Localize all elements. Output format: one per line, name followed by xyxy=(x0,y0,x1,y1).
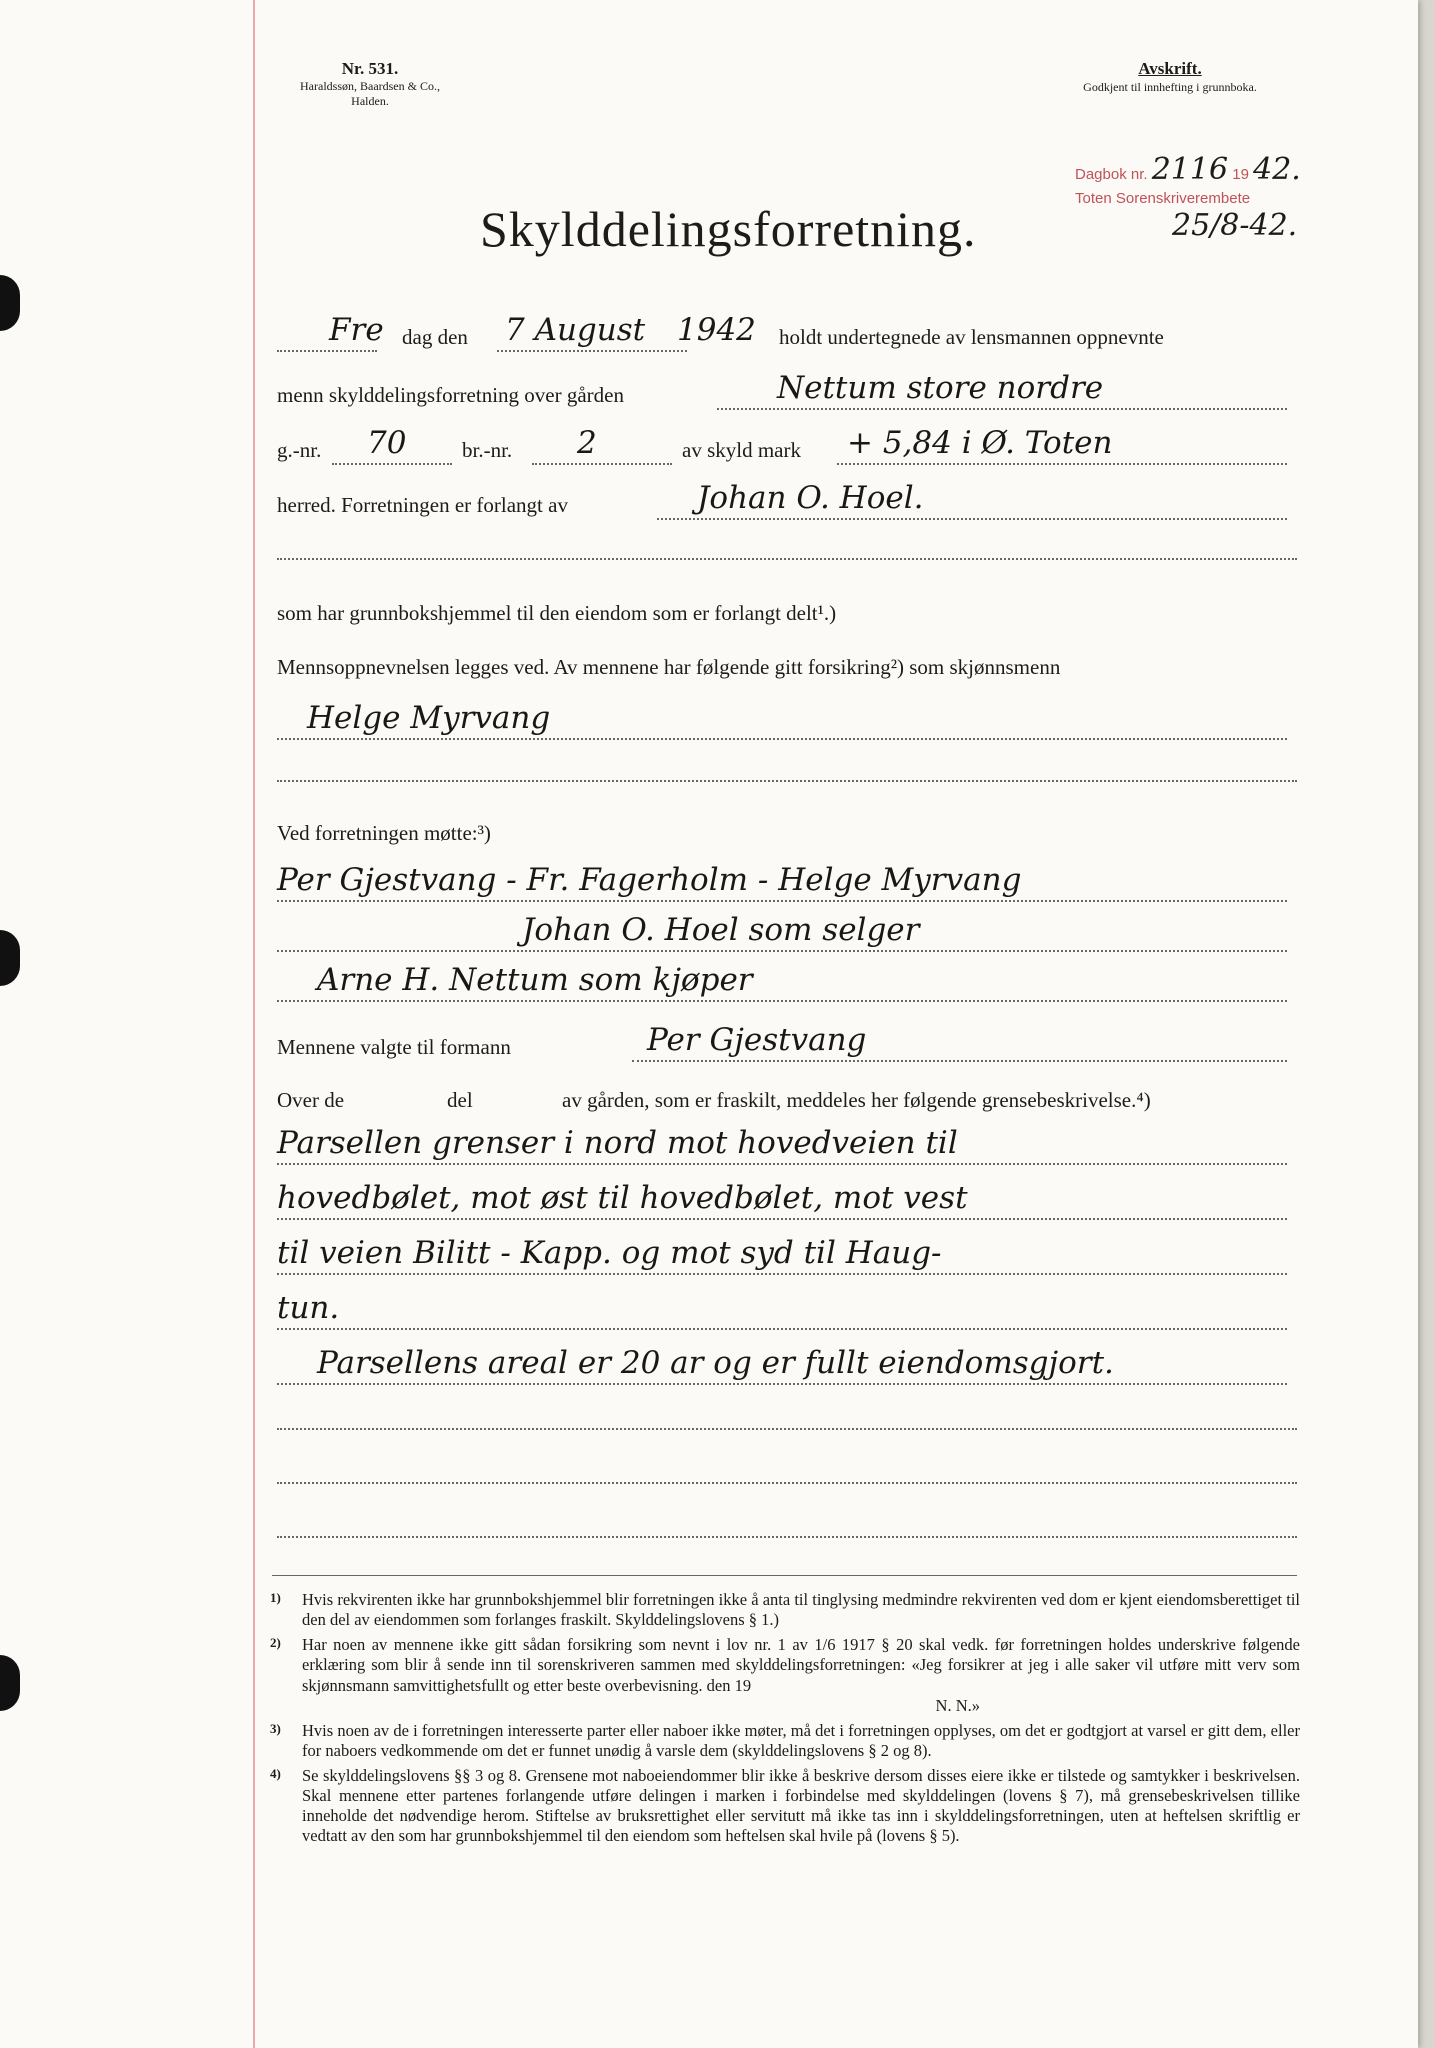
attendees-header xyxy=(277,808,1297,850)
printer-city: Halden. xyxy=(351,94,389,109)
requester-line xyxy=(277,480,1297,522)
printer-name: Haraldssøn, Baardsen & Co., xyxy=(300,79,440,94)
attendee-row xyxy=(277,962,1297,1004)
assurer-name: Helge Myrvang xyxy=(307,700,551,736)
copy-label: Avskrift. xyxy=(1138,59,1202,78)
bnr-label: br.-nr. xyxy=(462,438,513,462)
footnote-signature: N. N.» xyxy=(935,1695,980,1715)
boundary-over: Over de xyxy=(277,1088,345,1112)
margin-line xyxy=(253,0,255,2048)
property-line xyxy=(277,425,1297,467)
footnote-number: 1) xyxy=(270,1590,281,1605)
year-value: 1942 xyxy=(677,312,756,348)
boundary-header xyxy=(277,1075,1297,1117)
chair-label: Mennene valgte til formann xyxy=(277,1035,511,1059)
page-title: Skylddelingsforretning. xyxy=(480,201,977,257)
blank-line xyxy=(277,780,1297,782)
form-number: Nr. 531. xyxy=(341,59,399,78)
footnote-text: Hvis rekvirenten ikke har grunnbokshjemmel blir forretningen ikke å anta til tinglysing medmindre rekvirenten ved dom er kjent eiendomsberettiget til den del av eiendommen som forlanges fraskilt. Skylddelingslovens § 1.) xyxy=(302,1590,1300,1630)
footnote-text: Se skylddelingslovens §§ 3 og 8. Grensene mot naboeiendommer blir ikke å beskrive dersom disses eiere ikke er tilstede og samtykker i beskrivelsen. Skal mennene etter partenes forlangende utføre delingen i marken i forbindelse med skylddelingen (lovens § 7), må grensebeskrivelsen tillike inneholde det nødvendige herom. Stiftelse av bruksrettighet eller servitutt må ikke tas inn i skylddelingsforretningen, uten at heftelsen skriftlig er vedtatt av den som har grunnbokshjemmel til den eiendom som heftelsen skal hvile på (lovens § 5). xyxy=(302,1766,1300,1846)
date-line xyxy=(277,312,1297,354)
assurance-line xyxy=(277,642,1297,684)
requester-name: Johan O. Hoel. xyxy=(697,480,924,516)
footnote-number: 2) xyxy=(270,1635,281,1651)
farm-label: menn skylddelingsforretning over gården xyxy=(277,383,624,407)
farm-name: Nettum store nordre xyxy=(777,370,1104,406)
gnr-label: g.-nr. xyxy=(277,438,322,462)
footnote-divider xyxy=(272,1575,1297,1576)
boundary-row xyxy=(277,1235,1297,1277)
footnote xyxy=(270,1590,1300,1630)
attendees-label: Ved forretningen møtte:³) xyxy=(277,821,491,845)
boundary-row xyxy=(277,1180,1297,1222)
title-deed-line xyxy=(277,588,1297,630)
stamp-year-prefix: 19 xyxy=(1232,166,1249,183)
printer-info xyxy=(270,58,470,109)
footnote-number: 3) xyxy=(270,1720,281,1736)
boundary-label: av gården, som er fraskilt, meddeles her følgende grensebeskrivelse.⁴) xyxy=(562,1088,1151,1112)
skyld-value: + 5,84 i Ø. Toten xyxy=(847,425,1113,461)
title-deed-text: som har grunnbokshjemmel til den eiendom som er forlangt delt¹.) xyxy=(277,601,837,625)
boundary-line-1: Parsellen grenser i nord mot hovedveien til xyxy=(277,1125,958,1161)
requester-label: herred. Forretningen er forlangt av xyxy=(277,493,568,517)
boundary-row xyxy=(277,1345,1297,1387)
blank-line xyxy=(277,558,1297,560)
farm-line xyxy=(277,370,1297,412)
attendee-row xyxy=(277,912,1297,954)
stamp-number: 2116 xyxy=(1151,152,1229,187)
footnote xyxy=(270,1766,1300,1847)
boundary-line-5: Parsellens areal er 20 ar og er fullt eiendomsgjort. xyxy=(317,1345,1114,1381)
boundary-line-3: til veien Bilitt - Kapp. og mot syd til Haug- xyxy=(277,1235,942,1271)
date-value: 7 August xyxy=(505,312,646,348)
gnr-value: 70 xyxy=(367,425,407,461)
attendee-line-2: Johan O. Hoel som selger xyxy=(522,912,920,948)
chair-name: Per Gjestvang xyxy=(647,1022,867,1058)
skyld-label: av skyld mark xyxy=(682,438,801,462)
blank-line xyxy=(277,1482,1297,1484)
weekday: Fre xyxy=(329,312,384,348)
stamp-office: Toten Sorenskriverembete xyxy=(1075,190,1251,207)
assurer-line xyxy=(277,700,1297,742)
attendee-row xyxy=(277,862,1297,904)
blank-line xyxy=(277,1428,1297,1430)
blank-line xyxy=(277,1536,1297,1538)
binder-hole xyxy=(0,275,20,331)
binder-hole xyxy=(0,930,20,986)
attendee-line-1: Per Gjestvang - Fr. Fagerholm - Helge Myrvang xyxy=(277,862,1022,898)
footnote-text: Har noen av mennene ikke gitt sådan forsikring som nevnt i lov nr. 1 av 1/6 1917 § 20 skal vedk. før forretningen holdes underskrive følgende erklæring som blir å sende inn til sorenskriveren sammen med skylddelingsforretningen: «Jeg forsikrer at jeg i alle saker vil utføre mitt verv som skjønnsmann samvittighetsfullt og etter beste overbevisning. den 19 xyxy=(302,1635,1300,1695)
footnote-number: 4) xyxy=(270,1766,281,1781)
stamp-date: 25/8-42. xyxy=(1172,208,1298,243)
registry-stamp xyxy=(1075,150,1301,209)
boundary-row xyxy=(277,1125,1297,1167)
stamp-journal-label: Dagbok nr. xyxy=(1075,166,1148,183)
assurance-text: Mennsoppnevnelsen legges ved. Av mennene har følgende gitt forsikring²) som skjønnsmenn xyxy=(277,655,1061,679)
footnotes xyxy=(270,1590,1300,1852)
date-line-text: holdt undertegnede av lensmannen oppnevnte xyxy=(779,325,1164,349)
chair-line xyxy=(277,1022,1297,1064)
footnote xyxy=(270,1721,1300,1761)
boundary-line-2: hovedbølet, mot øst til hovedbølet, mot vest xyxy=(277,1180,968,1216)
dag-den-label: dag den xyxy=(402,325,468,349)
copy-notice xyxy=(1000,58,1340,96)
footnote-text: Hvis noen av de i forretningen interesserte parter eller naboer ikke møter, må det i forretningen opplyses, om det er godtgjort at varsel er gitt dem, eller for naboers vedkommende om det er funnet unødig å varsle dem (skylddelingslovens § 2 og 8). xyxy=(302,1720,1300,1760)
attendee-line-3: Arne H. Nettum som kjøper xyxy=(317,962,753,998)
bnr-value: 2 xyxy=(577,425,597,461)
copy-note: Godkjent til innhefting i grunnboka. xyxy=(1083,80,1257,95)
boundary-del: del xyxy=(447,1088,473,1112)
binder-hole xyxy=(0,1655,20,1711)
footnote xyxy=(270,1635,1300,1716)
stamp-year: 42. xyxy=(1253,152,1301,187)
boundary-row xyxy=(277,1290,1297,1332)
boundary-line-4: tun. xyxy=(277,1290,340,1326)
